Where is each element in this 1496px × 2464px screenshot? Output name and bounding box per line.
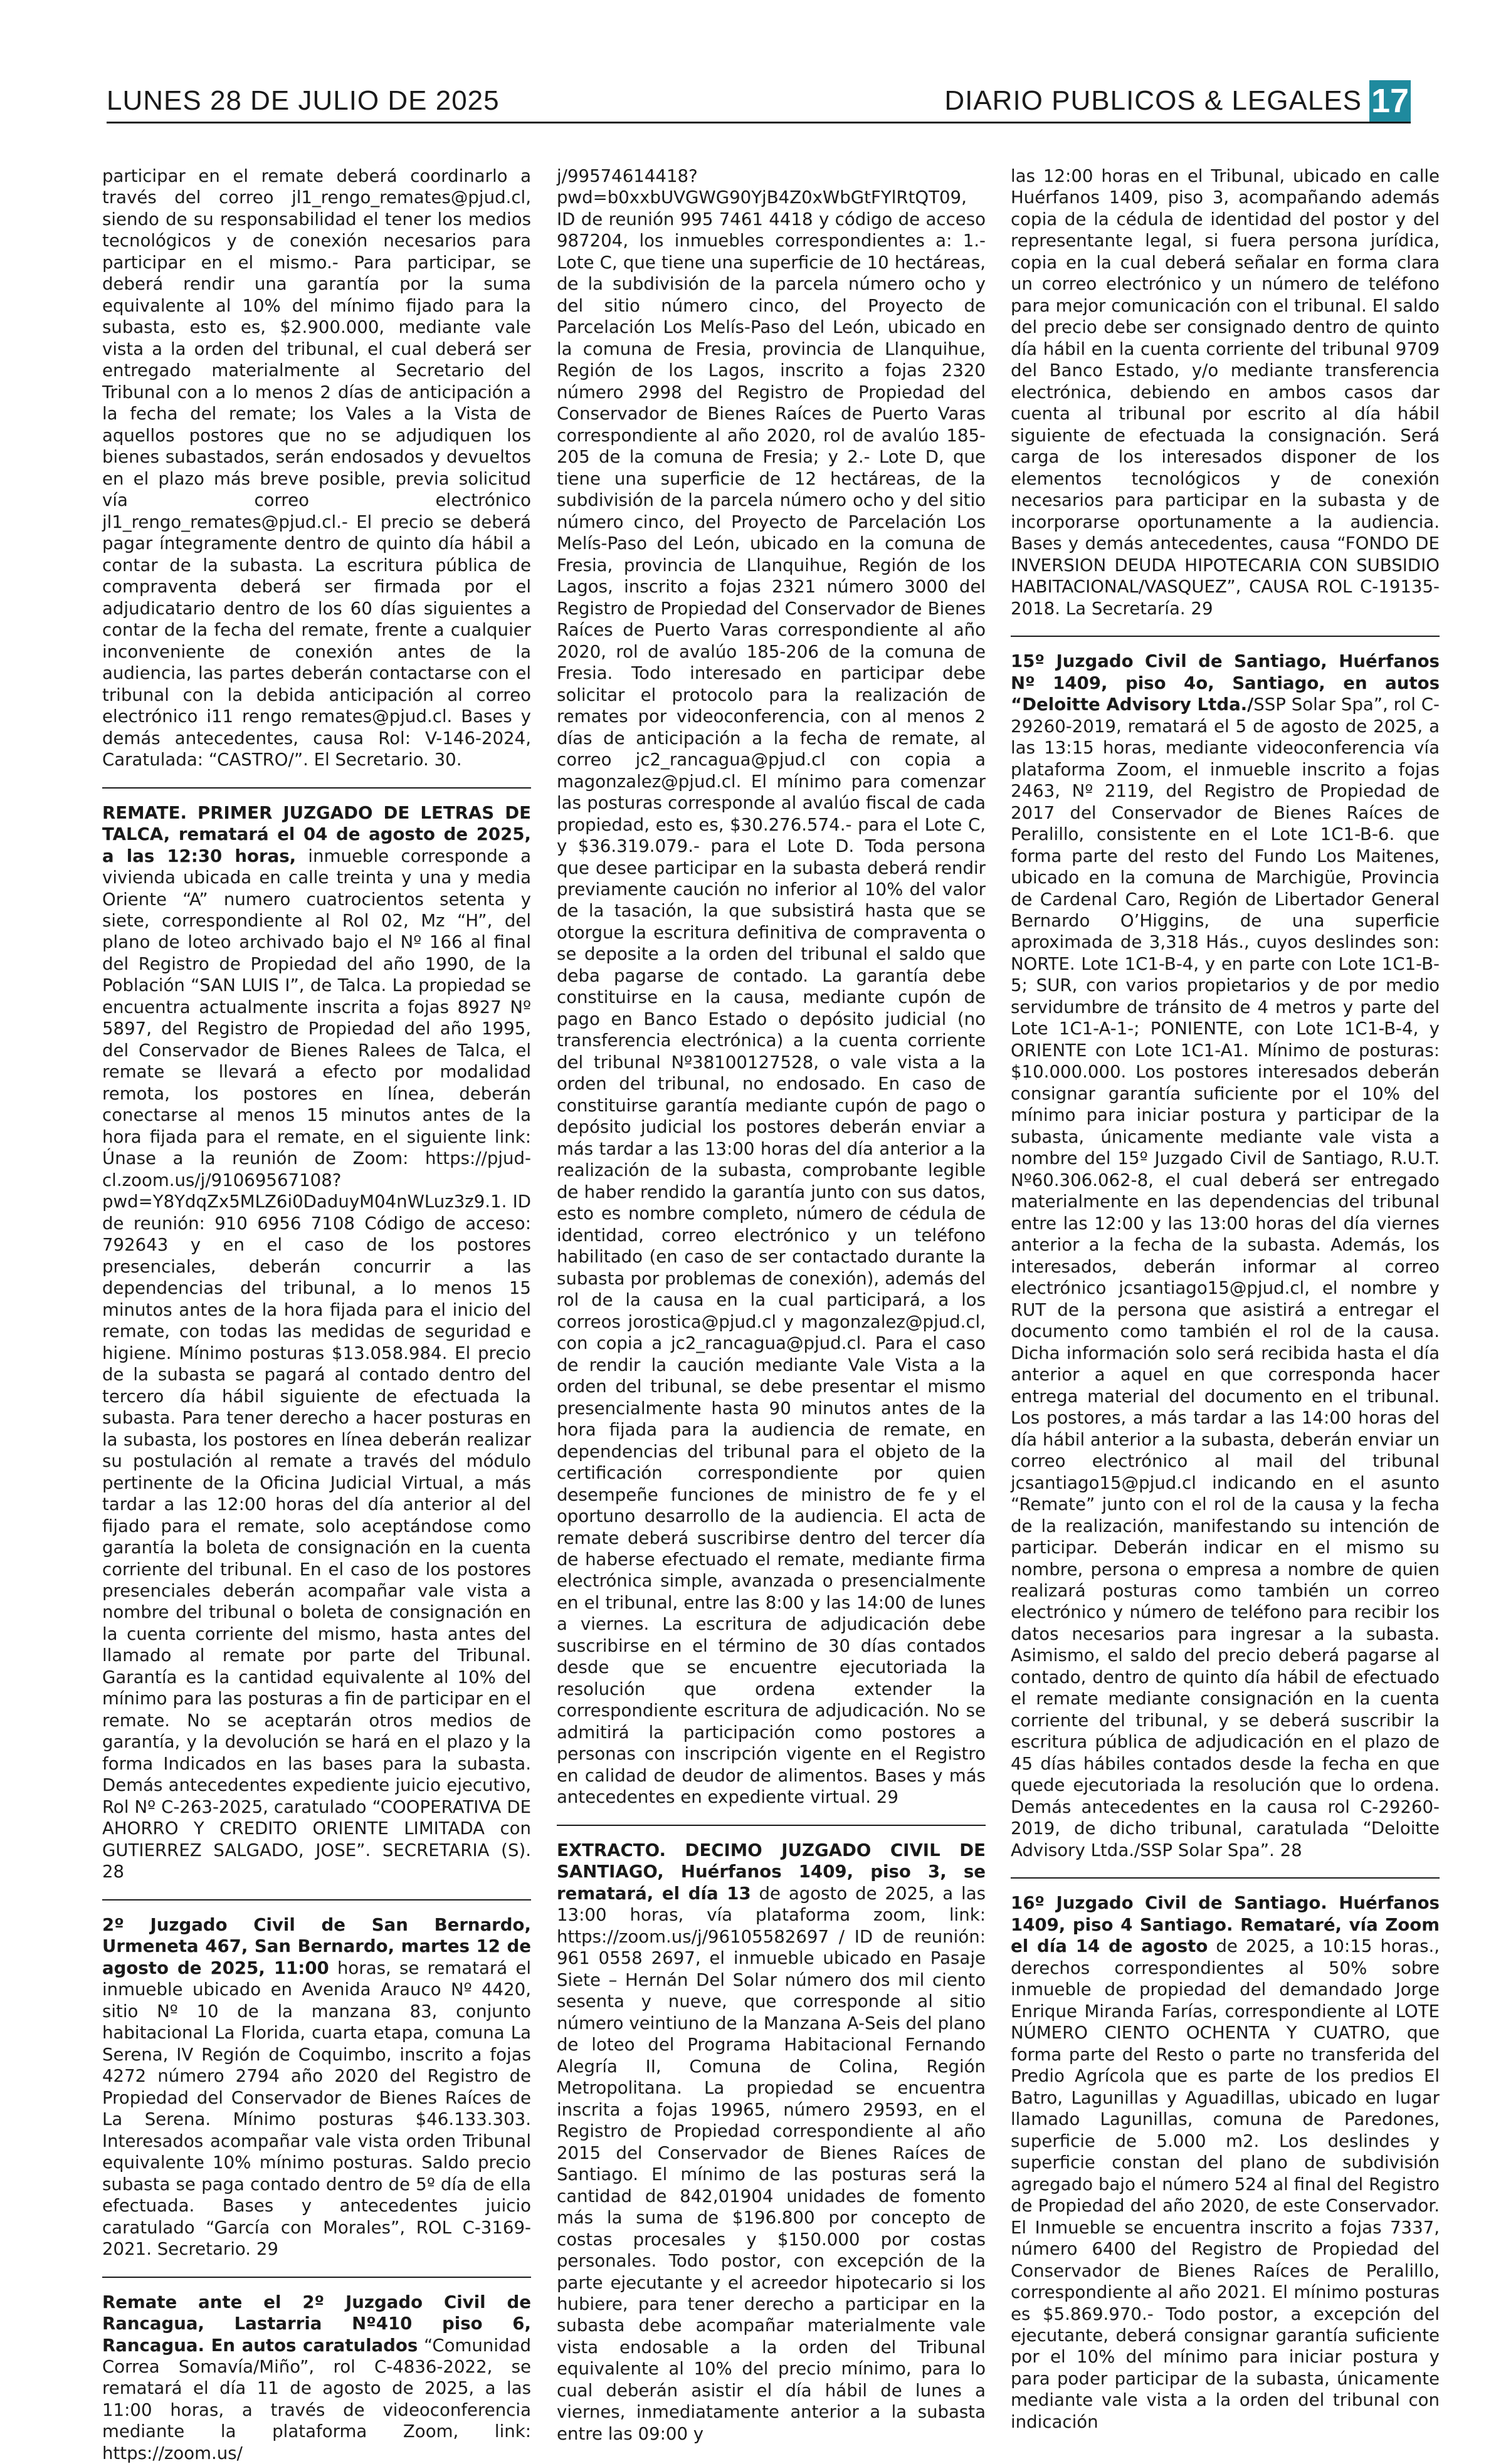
notice-body: j/99574614418?pwd=b0xxbUVGWG90YjB4Z0xWbGtFYlRtQT09, ID de reunión 995 7461 4418 y código de acceso 987204, los inmuebles correspondientes a: 1.- Lote C, que tiene una superficie de 10 hectáreas, de la subdivisión de la parcela número ocho y del sitio número cinco, del Proyecto de Parcelación Los Melís-Paso del León, ubicado en la comuna de Fresia, provincia de Llanquihue, Región de los Lagos, inscrito a fojas 2320 número 2998 del Registro de Propiedad del Conservador de Bienes Raíces de Puerto Varas correspondiente al año 2020, rol de avalúo 185-205 de la comuna de Fresia; y 2.- Lote D, que tiene una superficie de 12 hectáreas, de la subdivisión de la parcela número ocho y del sitio número cinco, del Proyecto de Parcelación Los Melís-Paso del León, ubicado en la comuna de Fresia, provincia de Llanquihue, Región de los Lagos, inscrito a fojas 2321 número 3000 del Registro de Propiedad del Conservador de Bienes Raíces de Puerto Varas correspondiente al año 2020, rol de avalúo 185-206 de la comuna de Fresia. Todo interesado en participar debe solicitar el protocolo para la realización de remates por videoconferencia, con al menos 2 días de anticipación a la fecha de remate, al correo jc2_rancagua@pjud.cl con copia a magonzalez@pjud.cl. El mínimo para comenzar las posturas corresponde al avalúo fiscal de cada propiedad, esto es, $30.276.574.- para el Lote C, y $36.319.079.- para el Lote D. Toda persona que desee participar en la subasta deberá rendir previamente caución no inferior al 10% del valor de la tasación, la que subsistirá hasta que se otorgue la escritura definitiva de compraventa o se deposite a la orden del tribunal el saldo que deba pagarse de contado. La garantía debe constituirse en la causa, mediante cupón de pago en Banco Estado o depósito judicial (no transferencia electrónica) a la cuenta corriente del tribunal Nº38100127528, o vale vista a la orden del tribunal, no endosado. En caso de constituirse garantía mediante cupón de pago o depósito judicial los postores deberán enviar a más tardar a las 13:00 horas del día anterior a la realización de la subasta, comprobante legible de haber rendido la garantía junto con sus datos, esto es nombre completo, número de cédula de identidad, correo electrónico y un teléfono habilitado (en caso de ser contactado durante la subasta por problemas de conexión), además del rol de la causa en la cual participará, a los correos jorostica@pjud.cl y magonzalez@pjud.cl, con copia a jc2_rancagua@pjud.cl. Para el caso de rendir la caución mediante Vale Vista a la orden del tribunal, se debe presentar el mismo presencialmente hasta 90 minutos antes de la hora fijada para la audiencia de remate, en dependencias del tribunal para el objeto de la certificación correspondiente por quien desempeñe funciones de ministro de fe y el oportuno desarrollo de la audiencia. El acta de remate deberá suscribirse dentro del tercer día de haberse efectuado el remate, mediante firma electrónica simple, avanzada o presencialmente en el tribunal, entre las 8:00 y las 14:00 de lunes a viernes. La escritura de adjudicación debe suscribirse en el término de 30 días contados desde que se encuentre ejecutoriada la resolución que ordena extender la correspondiente escritura de adjudicación. No se admitirá la participación como postores a personas con inscripción vigente en el Registro en calidad de deudor de alimentos. Bases y más antecedentes en expediente virtual. 29 (557, 165, 986, 1808)
notice-divider (557, 1825, 986, 1826)
notice-heading: 15º Juzgado Civil de Santiago, Huérfanos Nº 1409, piso 4o, Santiago, en autos “Deloitte Advisory Ltda./ (1011, 651, 1440, 715)
notice-divider (1011, 636, 1440, 637)
notice-divider (102, 1899, 531, 1900)
text-column-1 (102, 165, 531, 2464)
notice-heading: EXTRACTO. DECIMO JUZGADO CIVIL DE SANTIAGO, Huérfanos 1409, piso 3, se rematará, el día 13 (557, 1839, 986, 1904)
text-column-2 (557, 165, 986, 2445)
header-date: LUNES 28 DE JULIO DE 2025 (107, 85, 500, 116)
notice-heading: 2º Juzgado Civil de San Bernardo, Urmeneta 467, San Bernardo, martes 12 de agosto de 2025, 11:00 (102, 1914, 531, 1978)
notice-heading: REMATE. PRIMER JUZGADO DE LETRAS DE TALCA, rematará el 04 de agosto de 2025, a las 12:30 horas, (102, 802, 531, 866)
notice-16-juzgado (1011, 1892, 1440, 2433)
notice-body: participar en el remate deberá coordinarlo a través del correo jl1_rengo_remates@pjud.cl, siendo de su responsabilidad el tener los medios tecnológicos y de conexión necesarios para participar en el mismo.- Para participar, se deberá rendir una garantía por la suma equivalente al 10% del mínimo fijado para la subasta, esto es, $2.900.000, mediante vale vista a la orden del tribunal, el cual deberá ser entregado materialmente al Secretario del Tribunal con a lo menos 2 días de anticipación a la fecha del remate; los Vales a la Vista de aquellos postores que no se adjudiquen los bienes subastados, serán endosados y devueltos en el plazo más breve posible, previa solicitud vía correo electrónico jl1_rengo_remates@pjud.cl.- El precio se deberá pagar íntegramente dentro de quinto día hábil a contar de la subasta. La escritura pública de compraventa deberá ser firmada por el adjudicatario dentro de los 60 días siguientes a contar de la fecha del remate, frente a cualquier inconveniente de conexión antes de la audiencia, las partes deberán contactarse con el tribunal con la debida anticipación al correo electrónico i11 rengo remates@pjud.cl. Bases y demás antecedentes, causa Rol: V-146-2024, Caratulada: “CASTRO/”. El Secretario. 30. (102, 165, 531, 770)
notice-body: SSP Solar Spa”, rol C-29260-2019, rematará el 5 de agosto de 2025, a las 13:15 horas, mediante videoconferencia vía plataforma Zoom, el inmueble inscrito a fojas 2463, Nº 2119, del Registro de Propiedad de 2017 del Conservador de Bienes Raíces de Peralillo, consistente en el Lote 1C1-B-6. que forma parte del resto del Fundo Los Maitenes, ubicado en la comuna de Marchigüe, Provincia de Cardenal Caro, Región de Libertador General Bernardo O’Higgins, de una superficie aproximada de 3,318 Hás., cuyos deslindes son: NORTE. Lote 1C1-B-4, y en parte con Lote 1C1-B-5; SUR, con varios propietarios y de por medio servidumbre de tránsito de 4 metros y parte del Lote 1C1-A-1-; PONIENTE, con Lote 1C1-B-4, y ORIENTE con Lote 1C1-A1. Mínimo de posturas: $10.000.000. Los postores interesados deberán consignar garantía suficiente por el 10% del mínimo para iniciar postura y participar de la subasta, únicamente mediante vale vista a nombre del 15º Juzgado Civil de Santiago, R.U.T. Nº60.306.062-8, el cual deberá ser entregado materialmente en las dependencias del tribunal entre las 12:00 y las 13:00 horas del día viernes anterior a la fecha de la subasta. Además, los interesados, deberán informar al correo electrónico jcsantiago15@pjud.cl, el nombre y RUT de la persona que asistirá a entregar el documento como también el rol de la causa. Dicha información solo será recibida hasta el día anterior a aquel en que corresponda hacer entrega material del documento en el tribunal. Los postores, a más tardar a las 14:00 horas del día hábil anterior a la subasta, deberán enviar un correo electrónico al mail del tribunal jcsantiago15@pjud.cl indicando en el asunto “Remate” junto con el rol de la causa y la fecha de la realización, manifestando su intención de participar. Deberán indicar en el mismo su nombre, persona o empresa a nombre de quien realizará posturas como también un correo electrónico y número de teléfono para recibir los datos necesarios para ingresar a la subasta. Asimismo, el saldo del precio deberá pagarse al contado, dentro de quinto día hábil de efectuado el remate mediante consignación en la cuenta corriente del tribunal, y se deberá suscribir la escritura pública de adjudicación en el plazo de 45 días hábiles contados desde la fecha en que quede ejecutoriada la resolución que lo ordena. Demás antecedentes en la causa rol C-29260-2019, de dicho tribunal, caratulada “Deloitte Advisory Ltda./SSP Solar Spa”. 28 (1011, 694, 1440, 1860)
header-divider (107, 122, 1411, 123)
publication-name: DIARIO PUBLICOS & LEGALES (944, 85, 1362, 116)
notice-divider (102, 2277, 531, 2278)
notice-body: de agosto de 2025, a las 13:00 horas, vía plataforma zoom, link: https://zoom.us/j/96105582697 / ID de reunión: 961 0558 2697, el inmueble ubicado en Pasaje Siete – Hernán Del Solar número dos mil ciento sesenta y nueve, que corresponde al sitio número veintiuno de la Manzana A-Seis del plano de loteo del Programa Habitacional Fernando Alegría II, Comuna de Colina, Región Metropolitana. La propiedad se encuentra inscrita a fojas 19965, número 29593, en el Registro de Propiedad correspondiente al año 2015 del Conservador de Bienes Raíces de Santiago. El mínimo de las posturas será la cantidad de 842,01904 unidades de fomento más la suma de $196.800 por concepto de costas procesales y $150.000 por costas personales. Todo postor, con excepción de la parte ejecutante y el acreedor hipotecario si los hubiere, para tener derecho a participar en la subasta debe acompañar materialmente vale vista endosable a la orden del Tribunal equivalente al 10% del precio mínimo, para lo cual deberán asistir el día hábil de lunes a viernes, inmediatamente anterior a la subasta entre las 09:00 y (557, 1882, 986, 2444)
notice-decimo-continued (1011, 165, 1440, 619)
notice-rancagua (102, 2292, 531, 2464)
notice-body: horas, se rematará el inmueble ubicado en Avenida Arauco Nº 4420, sitio Nº 10 de la manzana 83, conjunto habitacional La Florida, cuarta etapa, comuna La Serena, IV Región de Coquimbo, inscrito a fojas 4272 número 2794 año 2020 del Registro de Propiedad del Conservador de Bienes Raíces de La Serena. Mínimo posturas $46.133.303. Interesados acompañar vale vista orden Tribunal equivalente 10% mínimo posturas. Saldo precio subasta se paga contado dentro de 5º día de ella efectuada. Bases y antecedentes juicio caratulado “García con Morales”, ROL C-3169-2021. Secretario. 29 (102, 1957, 532, 2260)
notice-body: inmueble corresponde a vivienda ubicada en calle treinta y una y media Oriente “A” numero cuatrocientos setenta y siete, correspondiente al Rol 02, Mz “H”, del plano de loteo archivado bajo el Nº 166 al final del Registro de Propiedad del año 1990, de la Población “SAN LUIS I”, de Talca. La propiedad se encuentra actualmente inscrita a fojas 8927 Nº 5897, del Registro de Propiedad del año 1995, del Conservador de Bienes Ralees de Talca, el remate se llevará a efecto por modalidad remota, los postores en línea, deberán conectarse al menos 15 minutos antes de la hora fijada para el remate, en el siguiente link: Únase a la reunión de Zoom: https://pjud-cl.zoom.us/j/91069567108?pwd=Y8YdqZx5MLZ6i0DaduyM04nWLuz3z9.1. ID de reunión: 910 6956 7108 Código de acceso: 792643 y en el caso de los postores presenciales, deberán concurrir a las dependencias del tribunal, a lo menos 15 minutos antes de la hora fijada para el inicio del remate, con todas las medidas de seguridad e higiene. Mínimo posturas $13.058.984. El precio de la subasta se pagará al contado dentro del tercero día hábil siguiente de efectuada la subasta. Para tener derecho a hacer posturas en la subasta, los postores en línea deberán realizar su postulación al remate a través del módulo pertinente de la Oficina Judicial Virtual, a más tardar a las 12:00 horas del día anterior al del fijado para el remate, solo aceptándose como garantía la boleta de consignación en la cuenta corriente del tribunal. En el caso de los postores presenciales deberán acompañar vale vista a nombre del tribunal o boleta de consignación en la cuenta corriente del mismo, hasta antes del llamado al remate por parte del Tribunal. Garantía es la cantidad equivalente al 10% del mínimo para las posturas a fin de participar en el remate. No se aceptarán otros medios de garantía, y la devolución se hará en el plazo y la forma Indicados en las bases para la subasta. Demás antecedentes expediente juicio ejecutivo, Rol Nº C-263-2025, caratulado “COOPERATIVA DE AHORRO Y CREDITO ORIENTE LIMITADA con GUTIERREZ SALGADO, JOSE”. SECRETARIA (S). 28 (102, 845, 531, 1882)
notice-san-bernardo (102, 1914, 531, 2260)
notice-body: las 12:00 horas en el Tribunal, ubicado en calle Huérfanos 1409, piso 3, acompañando además copia de la cédula de identidad del postor y del representante legal, si fuera persona jurídica, copia en la cual deberá señalar en forma clara un correo electrónico y un número de teléfono para mejor comunicación con el tribunal. El saldo del precio debe ser consignado dentro de quinto día hábil en la cuenta corriente del tribunal 9709 del Banco Estado, y/o mediante transferencia electrónica, debiendo en ambos casos dar cuenta al tribunal por escrito al día hábil siguiente de efectuada la consignación. Será carga de los interesados disponer de los elementos tecnológicos y de conexión necesarios para participar en la subasta y de incorporarse oportunamente a la audiencia. Bases y demás antecedentes, causa “FONDO DE INVERSION DEUDA HIPOTECARIA CON SUBSIDIO HABITACIONAL/VASQUEZ”, CAUSA ROL C-19135-2018. La Secretaría. 29 (1011, 165, 1440, 619)
notice-rancagua-continued (557, 165, 986, 1808)
notice-divider (1011, 1877, 1440, 1879)
notice-decimo-juzgado (557, 1840, 986, 2445)
text-column-3 (1011, 165, 1440, 2433)
page-number-badge: 17 (1369, 80, 1411, 122)
notice-talca (102, 802, 531, 1883)
page-header (107, 81, 1411, 120)
notice-heading: 16º Juzgado Civil de Santiago. Huérfanos 1409, piso 4 Santiago. Remataré, vía Zoom el día 14 de agosto (1011, 1892, 1440, 1957)
notice-body: de 2025, a 10:15 horas., derechos correspondientes al 50% sobre inmueble de propiedad del demandado Jorge Enrique Miranda Farías, correspondiente al LOTE NÚMERO CIENTO OCHENTA Y CUATRO, que forma parte del Resto o parte no transferida del Predio Agrícola que es parte de los predios El Batro, Lagunillas y Aguadillas, ubicado en lugar llamado Lagunillas, comuna de Paredones, superficie de 5.000 m2. Los deslindes y superficie constan del plano de subdivisión agregado bajo el número 524 al final del Registro de Propiedad del año 2020, de este Conservador. El Inmueble se encuentra inscrito a fojas 7337, número 6400 del Registro de Propiedad del Conservador de Bienes Raíces de Peralillo, correspondiente al año 2021. El mínimo posturas es $5.869.970.- Todo postor, a excepción del ejecutante, deberá consignar garantía suficiente por el 10% del mínimo para iniciar postura y para poder participar de la subasta, únicamente mediante vale vista a la orden del tribunal con indicación (1011, 1936, 1440, 2432)
notice-rengo-continued (102, 165, 531, 771)
notice-body: “Comunidad Correa Somavía/Miño”, rol C-4836-2022, se rematará el día 11 de agosto de 2025, a las 11:00 horas, a través de videoconferencia mediante la plataforma Zoom, link: https://zoom.us/ (102, 2334, 531, 2463)
notice-15-juzgado (1011, 651, 1440, 1861)
notice-heading: Remate ante el 2º Juzgado Civil de Rancagua, Lastarria Nº410 piso 6, Rancagua. En autos caratulados (102, 2291, 531, 2356)
notice-divider (102, 787, 531, 789)
